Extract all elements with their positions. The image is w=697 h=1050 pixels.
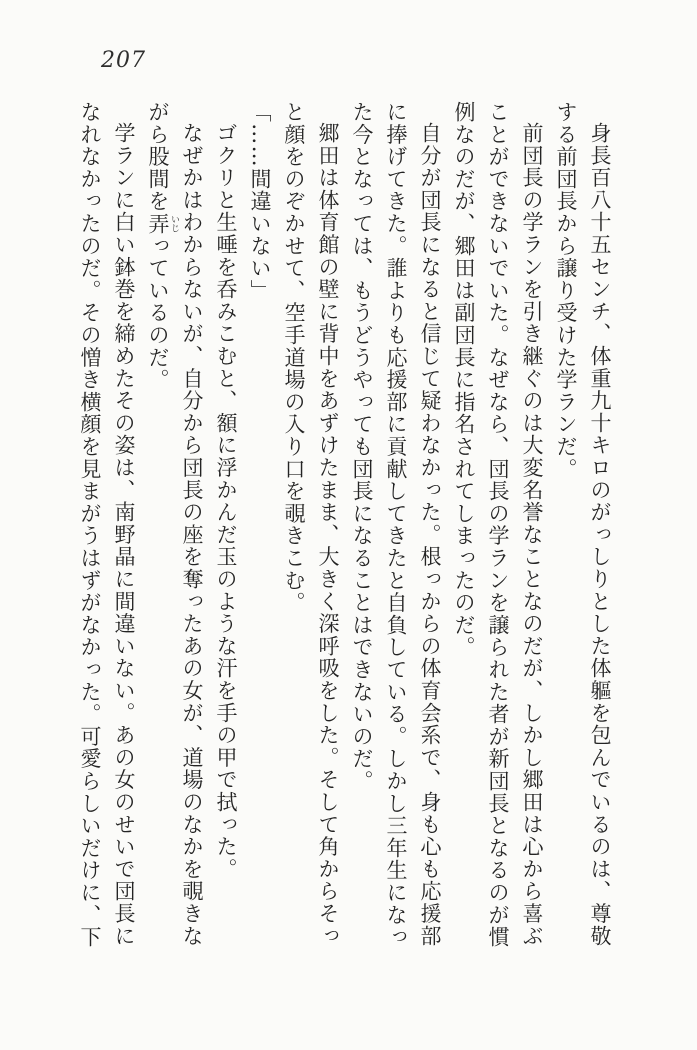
ruby-annotation	[146, 212, 179, 235]
dialogue-line: 「……間違いない」	[248, 101, 272, 302]
paragraph-with-ruby	[141, 101, 209, 949]
paragraph: 郷田は体育館の壁に背中をあずけたまま、大きく深呼吸をした。そして角からそっと顔をのぞかせて、空手道場の入り口を覗きこむ。	[282, 101, 340, 948]
paragraph: 自分が団長になると信じて疑わなかった。根っからの体育会系で、身も心も応援部に捧げてきた。誰よりも応援部に貢献してきたと自負している。しかし三年生になった今となっては、もうどうやっても団長になることはできないのだ。	[350, 101, 442, 949]
ruby-base: 弄	[146, 212, 170, 235]
paragraph-text: なぜかはわからないが、自分から団長の座を奪ったあの女が、道場のなかを覗きながら股間を	[146, 101, 204, 948]
page-number: 207	[101, 48, 146, 73]
paragraph: ゴクリと生唾を呑みこむと、額に浮かんだ玉のような汗を手の甲で拭った。	[214, 122, 238, 881]
paragraph: 身長百八十五センチ、体重九十キロのがっしりとした体軀を包んでいるのは、尊敬する前団長から譲り受けた学ランだ。	[554, 101, 612, 948]
paragraph-text: っているのだ。	[146, 234, 170, 391]
text-block	[73, 101, 617, 949]
ruby-furigana: いじ	[169, 212, 179, 235]
paragraph: 学ランに白い鉢巻を締めたその姿は、南野晶に間違いない。あの女のせいで団長になれなかったのだ。その憎き横顔を見まがうはずがなかった。可愛らしいだけに、下	[78, 101, 136, 949]
paragraph: 前団長の学ランを引き継ぐのは大変名誉なことなのだが、しかし郷田は心から喜ぶことができないでいた。なぜなら、団長の学ランを譲られた者が新団長となるのが慣例なのだが、郷田は副団長に指名されてしまったのだ。	[452, 101, 544, 949]
